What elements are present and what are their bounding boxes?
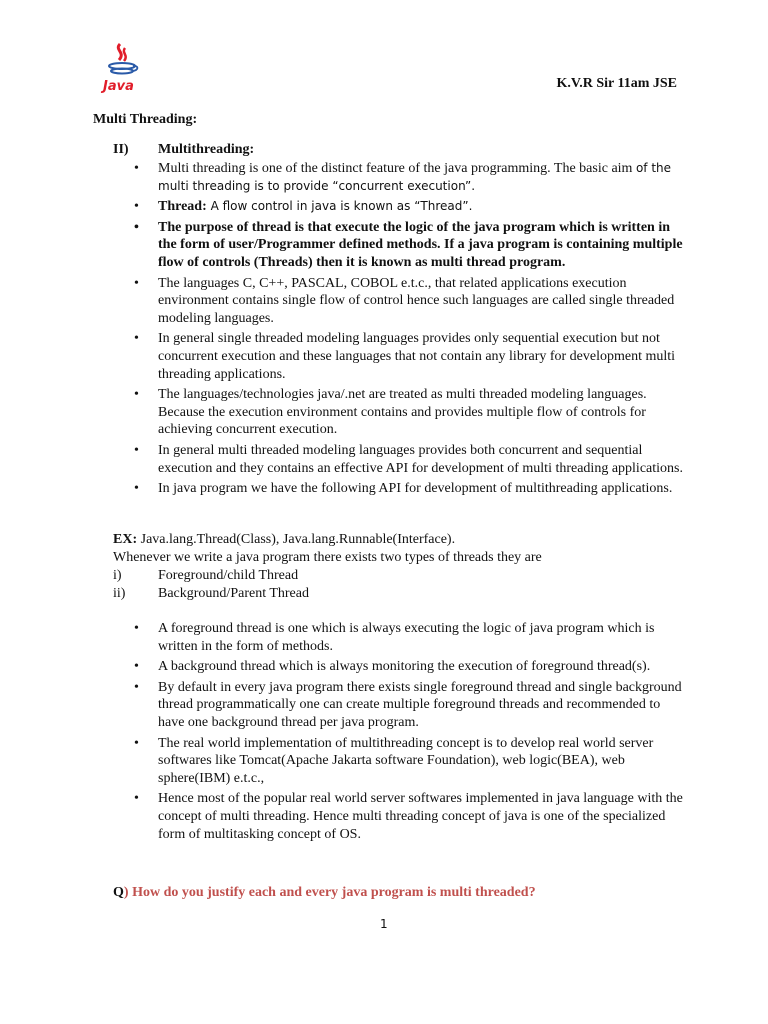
question-heading: Q) How do you justify each and every java program is multi threaded? xyxy=(113,885,536,900)
java-logo-text: Java xyxy=(103,79,134,94)
list-item: • A foreground thread is one which is always executing the logic of java program which is written in the form of methods. xyxy=(113,620,683,655)
list-item: • In general single threaded modeling languages provides only sequential execution but not concurrent execution and these languages that not contain any library for development multi threading applications. xyxy=(113,330,683,383)
section-title: Multi Threading: xyxy=(93,112,198,127)
list-item: • Thread: A flow control in java is known as “Thread”. xyxy=(113,198,683,216)
list-item: • Multi threading is one of the distinct feature of the java programming. The basic aim of the multi threading is to provide “concurrent execution”. xyxy=(113,160,683,195)
list-item: • In general multi threaded modeling languages provides both concurrent and sequential execution and they contains an effective API for development of multi threading applications. xyxy=(113,442,683,477)
java-logo-icon xyxy=(94,40,150,96)
list-item: • The languages C, C++, PASCAL, COBOL e.t.c., that related applications execution environment contains single flow of control hence such languages are called single threaded modeling languages. xyxy=(113,275,683,328)
list-item: • By default in every java program there exists single foreground thread and single background thread programmatically one can create multiple foreground threads and recommended to have one background thread per java program. xyxy=(113,679,683,732)
list-item: • In java program we have the following API for development of multithreading applications. xyxy=(113,480,683,498)
header-course-label: K.V.R Sir 11am JSE xyxy=(556,76,677,91)
list-item: • The languages/technologies java/.net are treated as multi threaded modeling languages. Because the execution environment contains and provides multiple flow of controls for achieving concurrent execution. xyxy=(113,386,683,439)
thread-type-item: i) Foreground/child Thread xyxy=(113,568,299,583)
list-item: • Hence most of the popular real world server softwares implemented in java language with the concept of multi threading. Hence multi threading concept of java is one of the specialized form of multitasking concept of OS. xyxy=(113,790,683,843)
threads-intro-line: Whenever we write a java program there exists two types of threads they are xyxy=(113,550,542,565)
bullet-list-threads xyxy=(113,620,683,846)
page-number: 1 xyxy=(380,917,388,931)
example-line: EX: Java.lang.Thread(Class), Java.lang.Runnable(Interface). xyxy=(113,532,456,547)
list-item: • The purpose of thread is that execute the logic of the java program which is written in the form of user/Programmer defined methods. If a java program is containing multiple flow of controls (Threads) then it is known as multi thread program. xyxy=(113,219,683,272)
bullet-list-multithreading xyxy=(113,160,683,501)
list-item: • A background thread which is always monitoring the execution of foreground thread(s). xyxy=(113,658,683,676)
thread-type-item: ii) Background/Parent Thread xyxy=(113,586,309,601)
subsection-heading xyxy=(113,142,683,158)
subsection-title: Multithreading: xyxy=(158,142,255,157)
list-item: • The real world implementation of multithreading concept is to develop real world server softwares like Tomcat(Apache Jakarta software Foundation), web logic(BEA), web sphere(IBM) e.t.c., xyxy=(113,735,683,788)
subsection-number: II) xyxy=(113,142,129,157)
